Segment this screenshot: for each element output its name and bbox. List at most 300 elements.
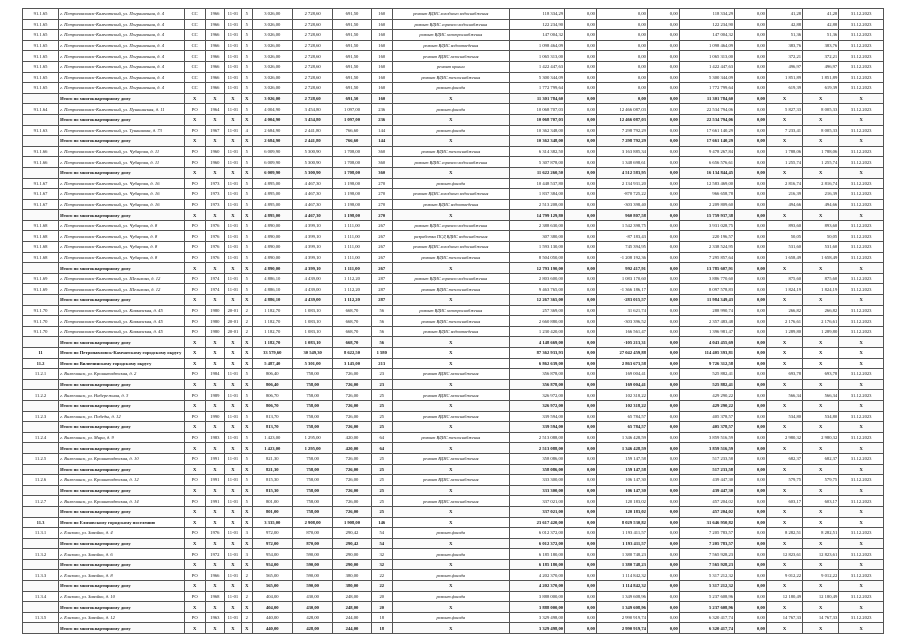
table-cell: 4 467,30 xyxy=(292,199,332,210)
table-cell: 668,70 xyxy=(333,305,371,316)
table-cell: 31.12.2023 xyxy=(839,475,884,486)
section-total-row xyxy=(23,348,884,359)
table-cell: 668,70 xyxy=(333,337,371,348)
table-cell: X xyxy=(766,559,802,570)
table-cell: 160 xyxy=(371,40,392,51)
table-cell: 0,00 xyxy=(565,369,597,380)
table-cell: 360 xyxy=(371,167,392,178)
table-cell: 0,00 xyxy=(647,167,679,178)
table-cell: 0,00 xyxy=(735,549,767,560)
table-cell: 0,00 xyxy=(565,40,597,51)
table-cell: 430,00 xyxy=(292,602,332,613)
table-cell: 726,00 xyxy=(333,496,371,507)
table-cell: ремонт фасада xyxy=(392,178,509,189)
table-cell: ремонт ВДИС горячего водоснабжения xyxy=(392,220,509,231)
table-cell: 91.1.66 xyxy=(23,146,59,157)
table-cell: г. Петропавловск-Камчатский, ул. Чубарова, д. 16 xyxy=(59,199,184,210)
table-cell: 91.1.68 xyxy=(23,242,59,253)
table-cell: 1983 xyxy=(205,432,224,443)
table-cell: X xyxy=(224,422,241,433)
table-cell: 0,00 xyxy=(647,612,679,623)
table-cell: 806,70 xyxy=(252,390,292,401)
table-cell: СС xyxy=(184,30,205,41)
table-cell: 3 454,80 xyxy=(292,104,332,115)
table-cell: г. Петропавловск-Камчатский, ул. Чубарова, д. 16 xyxy=(59,189,184,200)
table-cell: 11-01 xyxy=(224,199,241,210)
table-cell: г. Петропавловск-Камчатский, ул. Чубарова, д. 16 xyxy=(59,178,184,189)
table-cell: -283 015,57 xyxy=(596,295,647,306)
table-cell: 0,00 xyxy=(735,379,767,390)
table-cell: 0,00 xyxy=(647,316,679,327)
table-cell: ремонт фасада xyxy=(392,612,509,623)
table-cell: 0,00 xyxy=(565,51,597,62)
table-cell: 0,00 xyxy=(735,559,767,570)
table-cell: 333 300,00 xyxy=(509,485,564,496)
table-cell: X xyxy=(392,379,509,390)
table-cell: СС xyxy=(184,19,205,30)
table-cell: 0,00 xyxy=(735,485,767,496)
table-cell: 0,00 xyxy=(647,284,679,295)
table-cell: 5 307 878,00 xyxy=(509,157,564,168)
table-cell: 8 282,51 xyxy=(803,528,839,539)
table-cell: X xyxy=(241,114,252,125)
table-cell: РО xyxy=(184,125,205,136)
row-number-cell xyxy=(23,485,59,496)
table-cell: 758,00 xyxy=(292,453,332,464)
table-cell: X xyxy=(392,581,509,592)
table-cell: 102 318,22 xyxy=(596,400,647,411)
table-cell: 3 886 770,60 xyxy=(679,273,734,284)
table-cell: 270 xyxy=(371,189,392,200)
table-cell: 11-01 xyxy=(224,220,241,231)
table-cell: 5 xyxy=(241,242,252,253)
table-cell: 3 329 498,00 xyxy=(509,623,564,634)
table-cell: 0,00 xyxy=(565,114,597,125)
table-cell: 0,00 xyxy=(565,517,597,528)
table-cell: 2 728,60 xyxy=(292,9,332,20)
table-cell: 758,00 xyxy=(292,464,332,475)
table-cell: ремонт ВДИС горячего водоснабжения xyxy=(392,273,509,284)
table-cell: 267 xyxy=(371,220,392,231)
table-cell: 270 xyxy=(371,210,392,221)
table-cell: ремонт ВДИС горячего водоснабжения xyxy=(392,19,509,30)
table-cell: 25 xyxy=(371,464,392,475)
table-cell: г. Петропавловск-Камчатский, ул. Чубарова, д. 8 xyxy=(59,231,184,242)
table-cell: X xyxy=(803,506,839,517)
table-cell: 1 380 748,23 xyxy=(596,559,647,570)
table-cell: 0,00 xyxy=(565,559,597,570)
table-cell: 1 098 464,09 xyxy=(509,40,564,51)
table-cell: 267 xyxy=(371,231,392,242)
table-cell: 972,00 xyxy=(252,538,292,549)
table-cell: 4 895,00 xyxy=(252,189,292,200)
table-cell: X xyxy=(224,337,241,348)
table-cell: 0,00 xyxy=(565,220,597,231)
table-cell: 4 202 370,00 xyxy=(509,581,564,592)
table-cell: г. Петропавловск-Камчатский, ул. Чубарова, д. 8 xyxy=(59,242,184,253)
table-cell: 496,97 xyxy=(803,61,839,72)
table-cell: 954,00 xyxy=(252,549,292,560)
table-cell: 893,60 xyxy=(803,220,839,231)
table-cell: X xyxy=(205,602,224,613)
table-cell: 9 012,22 xyxy=(803,570,839,581)
table-cell: 2 908,00 xyxy=(292,517,332,528)
row-number-cell xyxy=(23,581,59,592)
table-cell: 3 335,00 xyxy=(252,517,292,528)
table-cell: 821,30 xyxy=(252,464,292,475)
table-cell: 0,00 xyxy=(565,496,597,507)
table-cell: 287 xyxy=(371,273,392,284)
table-cell: X xyxy=(241,538,252,549)
table-cell: X xyxy=(839,167,884,178)
table-cell: 3 454,80 xyxy=(292,114,332,125)
table-cell: 2 728,60 xyxy=(292,93,332,104)
table-cell: 691,50 xyxy=(333,40,371,51)
table-row xyxy=(23,475,884,486)
table-cell: 2 816,74 xyxy=(766,178,802,189)
table-cell: X xyxy=(184,337,205,348)
table-cell: 0,00 xyxy=(735,146,767,157)
table-cell: 1966 xyxy=(205,40,224,51)
table-cell: 1 182,70 xyxy=(252,305,292,316)
table-cell: 1 112,20 xyxy=(333,284,371,295)
table-cell: 0,00 xyxy=(565,623,597,634)
table-cell: 1 772 799,64 xyxy=(509,83,564,94)
table-cell: 9 012,22 xyxy=(766,570,802,581)
table-cell: 0,00 xyxy=(735,612,767,623)
table-cell: РО xyxy=(184,612,205,623)
table-cell: 9 726 312,58 xyxy=(679,358,734,369)
table-cell: 0,00 xyxy=(647,326,679,337)
table-cell: X xyxy=(839,263,884,274)
table-cell: 8 504 050,00 xyxy=(509,252,564,263)
table-cell: 5 xyxy=(241,178,252,189)
table-cell: 31.12.2023 xyxy=(839,83,884,94)
table-cell: ремонт ВДИС холодного водоснабжения xyxy=(392,242,509,253)
table-cell: ремонт ВДИС газоснабжения xyxy=(392,453,509,464)
table-cell: 216,39 xyxy=(803,189,839,200)
table-cell: 56 xyxy=(371,316,392,327)
table-cell: 0,00 xyxy=(647,581,679,592)
table-cell: г. Петропавловск-Камчатский, ул. Пограничная, д. 4 xyxy=(59,83,184,94)
table-cell: 0,00 xyxy=(647,549,679,560)
table-cell: 33 579,60 xyxy=(252,348,292,359)
table-cell: 8 622,50 xyxy=(333,348,371,359)
table-cell: ремонт фасада xyxy=(392,570,509,581)
table-cell: 0,00 xyxy=(735,83,767,94)
table-row xyxy=(23,83,884,94)
house-total-row xyxy=(23,538,884,549)
table-cell: X xyxy=(205,136,224,147)
table-cell: 4 886,10 xyxy=(252,295,292,306)
table-cell: ремонт ВДИС газоснабжения xyxy=(392,369,509,380)
table-cell: 1 182,70 xyxy=(252,337,292,348)
table-cell: 0,00 xyxy=(735,475,767,486)
table-cell: 691,50 xyxy=(333,9,371,20)
table-cell: 0,00 xyxy=(565,390,597,401)
table-cell: 5 xyxy=(241,30,252,41)
table-cell: ремонт ВДИС холодного водоснабжения xyxy=(392,9,509,20)
table-cell: 4 439,00 xyxy=(292,284,332,295)
house-total-row xyxy=(23,263,884,274)
table-cell: г. Вилючинск, ул. Кронштадтская, д. 10 xyxy=(59,453,184,464)
table-cell: 1 658,49 xyxy=(766,252,802,263)
table-cell: 0,00 xyxy=(647,475,679,486)
table-cell: 1 114 842,32 xyxy=(596,570,647,581)
table-cell: 3 145,00 xyxy=(333,358,371,369)
table-cell: 691,50 xyxy=(333,93,371,104)
table-cell: РО xyxy=(184,411,205,422)
table-cell: X xyxy=(224,443,241,454)
table-cell: ремонт крыши xyxy=(392,61,509,72)
table-cell: 3 026,00 xyxy=(252,51,292,62)
table-cell: 0,00 xyxy=(565,210,597,221)
table-cell: 10 362 348,00 xyxy=(509,136,564,147)
table-cell: 91.1.68 xyxy=(23,220,59,231)
table-cell: 11-01 xyxy=(224,570,241,581)
house-total-row xyxy=(23,422,884,433)
table-cell: X xyxy=(205,506,224,517)
table-cell: 5 xyxy=(241,157,252,168)
table-cell: 2 728,60 xyxy=(292,51,332,62)
table-cell: 11.3.1 xyxy=(23,528,59,539)
table-cell: 0,00 xyxy=(565,443,597,454)
table-cell: 0,00 xyxy=(735,453,767,464)
table-cell: 7 565 928,23 xyxy=(679,549,734,560)
table-cell: X xyxy=(392,337,509,348)
table-cell: г. Петропавловск-Камчатский, ул. Пограничная, д. 4 xyxy=(59,30,184,41)
table-cell: 405 378,57 xyxy=(679,422,734,433)
table-cell: X xyxy=(224,559,241,570)
table-cell: X xyxy=(803,517,839,528)
table-cell: 65 784,57 xyxy=(596,422,647,433)
table-cell: 579,75 xyxy=(766,475,802,486)
table-cell: 118 334,29 xyxy=(509,9,564,20)
table-cell: РО xyxy=(184,178,205,189)
table-cell: 31.12.2023 xyxy=(839,242,884,253)
table-cell: X xyxy=(392,506,509,517)
table-cell: РО xyxy=(184,284,205,295)
table-cell: 693,78 xyxy=(803,369,839,380)
table-cell: 1973 xyxy=(205,178,224,189)
table-cell: 1976 xyxy=(205,231,224,242)
table-cell: ремонт ВДИС водоотведения xyxy=(392,199,509,210)
table-cell: 11-01 xyxy=(224,19,241,30)
table-cell: 114 405 393,81 xyxy=(679,348,734,359)
table-cell: 4 399,10 xyxy=(292,220,332,231)
table-cell: 31 646 950,82 xyxy=(679,517,734,528)
table-row xyxy=(23,528,884,539)
table-row xyxy=(23,199,884,210)
table-cell: 2 xyxy=(241,326,252,337)
table-cell: 726,00 xyxy=(333,422,371,433)
table-cell: 531,60 xyxy=(803,242,839,253)
table-cell: X xyxy=(766,623,802,634)
table-cell: 1 112,20 xyxy=(333,273,371,284)
table-cell: 11-01 xyxy=(224,83,241,94)
table-cell: РО xyxy=(184,528,205,539)
table-cell: 290,00 xyxy=(333,549,371,560)
table-cell: 5 301,00 xyxy=(292,358,332,369)
table-cell: 0,00 xyxy=(647,93,679,104)
table-cell: X xyxy=(224,348,241,359)
table-cell: 0,00 xyxy=(565,337,597,348)
table-cell: 0,00 xyxy=(565,485,597,496)
table-cell: 267 xyxy=(371,252,392,263)
table-cell: 0,00 xyxy=(647,623,679,634)
table-cell: 91.1.69 xyxy=(23,284,59,295)
table-cell: 12 466 087,03 xyxy=(596,114,647,125)
table-cell: 429 290,22 xyxy=(679,390,734,401)
table-cell: 160 xyxy=(371,9,392,20)
table-cell: X xyxy=(839,464,884,475)
table-cell: РО xyxy=(184,390,205,401)
table-cell: 4 043 455,69 xyxy=(679,337,734,348)
table-cell: РО xyxy=(184,453,205,464)
table-cell: 1976 xyxy=(205,528,224,539)
table-cell: 31.12.2023 xyxy=(839,51,884,62)
row-number-cell xyxy=(23,422,59,433)
table-cell: X xyxy=(803,485,839,496)
table-row xyxy=(23,146,884,157)
table-cell: 439 447,30 xyxy=(679,485,734,496)
total-title-cell: Итого по многоквартирному дому xyxy=(59,114,184,125)
table-cell: 6 656 576,61 xyxy=(679,157,734,168)
table-cell: 3 163 885,34 xyxy=(596,146,647,157)
table-cell: 50,05 xyxy=(766,231,802,242)
table-cell: X xyxy=(803,337,839,348)
table-cell: 11-01 xyxy=(224,146,241,157)
table-cell: г. Вилючинск, ул. Кронштадтская, д. 14 xyxy=(59,496,184,507)
table-cell: 22 xyxy=(371,570,392,581)
table-cell: г. Петропавловск-Камчатский, ул. Пограничная, д. 4 xyxy=(59,9,184,20)
table-cell: 691,50 xyxy=(333,51,371,62)
table-cell: 31.12.2023 xyxy=(839,390,884,401)
table-cell: 1967 xyxy=(205,125,224,136)
table-cell: X xyxy=(241,506,252,517)
table-cell: ремонт ВДИС водоотведения xyxy=(392,40,509,51)
table-cell: 91.1.67 xyxy=(23,178,59,189)
table-cell: 457 204,02 xyxy=(679,496,734,507)
table-cell: 0,00 xyxy=(735,358,767,369)
table-cell: 11.2.7 xyxy=(23,496,59,507)
table-cell: 0,00 xyxy=(735,61,767,72)
table-cell: X xyxy=(205,114,224,125)
table-cell: 27 042 459,88 xyxy=(596,348,647,359)
table-cell: X xyxy=(803,379,839,390)
table-cell: 106 147,30 xyxy=(596,485,647,496)
table-cell: РО xyxy=(184,549,205,560)
table-cell: 758,00 xyxy=(292,369,332,380)
table-cell: 3 888 000,00 xyxy=(509,602,564,613)
table-cell: 0,00 xyxy=(565,146,597,157)
table-cell: 20-01 xyxy=(224,326,241,337)
table-cell: X xyxy=(839,210,884,221)
table-cell: 31.12.2023 xyxy=(839,432,884,443)
table-cell: 7 205 783,57 xyxy=(679,528,734,539)
table-cell: 0,00 xyxy=(565,284,597,295)
table-cell: 0,00 xyxy=(735,316,767,327)
table-cell: 54 xyxy=(371,528,392,539)
table-cell: 2 441,80 xyxy=(292,136,332,147)
table-cell: X xyxy=(224,485,241,496)
table-cell: 91.1.65 xyxy=(23,61,59,72)
table-cell: -303 398,40 xyxy=(596,199,647,210)
table-cell: 32 xyxy=(371,559,392,570)
table-cell: 691,50 xyxy=(333,30,371,41)
table-cell: ремонт ВДИС теплоснабжения xyxy=(392,432,509,443)
table-cell: 0,00 xyxy=(596,30,647,41)
table-cell: 0,00 xyxy=(735,602,767,613)
table-cell: 0,00 xyxy=(647,443,679,454)
row-number-cell: 11 xyxy=(23,348,59,359)
table-cell: 3 329 498,00 xyxy=(509,612,564,623)
table-cell: г. Петропавловск-Камчатский, ул. Чубарова, д. 11 xyxy=(59,146,184,157)
table-cell: X xyxy=(241,210,252,221)
table-cell: 11-01 xyxy=(224,61,241,72)
table-cell: 0,00 xyxy=(596,9,647,20)
table-cell: г. Вилючинск, ул. Кронштадтская, д. 12 xyxy=(59,475,184,486)
table-cell: 428,00 xyxy=(292,612,332,623)
table-cell: 4 467,30 xyxy=(292,210,332,221)
table-cell: X xyxy=(224,517,241,528)
table-cell: г. Петропавловск-Камчатский, ул. Пограничная, д. 4 xyxy=(59,40,184,51)
table-row xyxy=(23,549,884,560)
table-cell: 0,00 xyxy=(565,400,597,411)
house-total-row xyxy=(23,581,884,592)
table-cell: 1 083 170,60 xyxy=(596,273,647,284)
table-cell: 1 111,00 xyxy=(333,252,371,263)
table-cell: 11.2.6 xyxy=(23,475,59,486)
table-cell: 257 369,00 xyxy=(509,305,564,316)
table-cell: 244,00 xyxy=(333,623,371,634)
table-cell: г. Елизово, ул. Завойко, д. 10 xyxy=(59,591,184,602)
table-cell: 1976 xyxy=(205,220,224,231)
table-cell: 1991 xyxy=(205,453,224,464)
table-cell: 360 xyxy=(371,146,392,157)
table-cell: 31.12.2023 xyxy=(839,125,884,136)
table-cell: 875,60 xyxy=(803,273,839,284)
table-cell: 0,00 xyxy=(647,51,679,62)
row-number-cell xyxy=(23,623,59,634)
table-cell: 0,00 xyxy=(565,581,597,592)
table-cell: 6 012 372,00 xyxy=(509,538,564,549)
table-cell: 5 xyxy=(241,453,252,464)
table-cell: X xyxy=(766,263,802,274)
table-cell: РО xyxy=(184,242,205,253)
table-cell: 0,00 xyxy=(735,220,767,231)
table-cell: 0,00 xyxy=(565,83,597,94)
table-cell: 159 147,58 xyxy=(596,453,647,464)
table-cell: г. Петропавловск-Камчатский, ул. Тушканова, д. 73 xyxy=(59,125,184,136)
table-cell: 87 362 933,93 xyxy=(509,348,564,359)
table-cell: X xyxy=(839,379,884,390)
table-cell: 1 708,00 xyxy=(333,146,371,157)
table-cell: 236 xyxy=(371,114,392,125)
table-cell: 5 317 212,32 xyxy=(679,570,734,581)
table-cell: 91.1.65 xyxy=(23,51,59,62)
table-cell: СС xyxy=(184,51,205,62)
table-cell: 4 890,00 xyxy=(252,220,292,231)
table-cell: 91.1.66 xyxy=(23,157,59,168)
table-cell: 0,00 xyxy=(565,379,597,390)
table-cell: 0,00 xyxy=(565,528,597,539)
table-cell: РО xyxy=(184,475,205,486)
table-cell: 326 972,00 xyxy=(509,390,564,401)
table-cell: 1 837 384,00 xyxy=(509,189,564,200)
table-cell: 147 004,32 xyxy=(509,30,564,41)
table-cell: г. Елизово, ул. Завойко, д. 8 xyxy=(59,570,184,581)
